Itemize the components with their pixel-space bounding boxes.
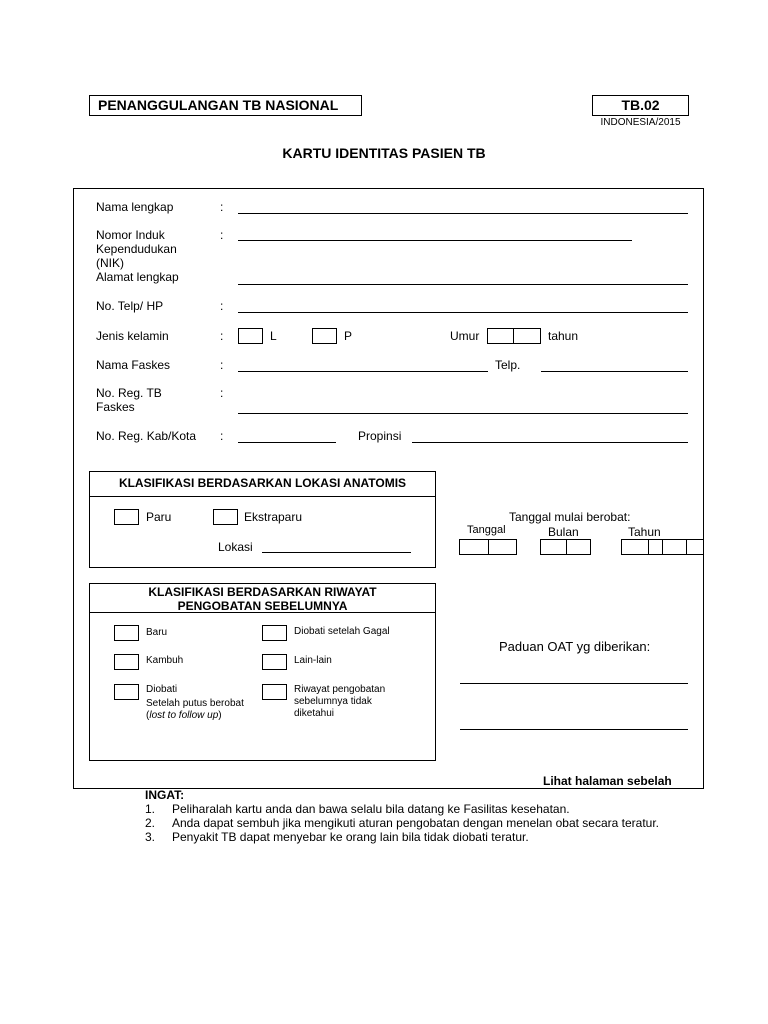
- reminder-num: 1.: [145, 802, 156, 816]
- label-nik: [96, 228, 177, 270]
- field-noreg-kab[interactable]: [238, 442, 336, 443]
- label-telp: No. Telp/ HP: [96, 299, 164, 313]
- field-nama-lengkap[interactable]: [238, 213, 688, 214]
- checkbox-riwayat-tidak-diketahui[interactable]: [262, 684, 287, 700]
- reminder-item: [145, 816, 674, 830]
- label-paduan-oat: Paduan OAT yg diberikan:: [499, 639, 651, 654]
- field-nik[interactable]: [238, 240, 632, 241]
- reminder-text: Penyakit TB dapat menyebar ke orang lain bila tidak diobati teratur.: [172, 830, 529, 844]
- label-lokasi: Lokasi: [218, 540, 253, 554]
- field-tanggal-digit-1[interactable]: [459, 539, 489, 555]
- label-nik-line1: Nomor Induk: [96, 228, 165, 242]
- colon: :: [220, 299, 224, 313]
- colon: :: [220, 386, 224, 400]
- label-riwayat-line3: diketahui: [294, 708, 335, 719]
- label-alamat: Alamat lengkap: [96, 270, 179, 284]
- riwayat-title: [90, 584, 435, 613]
- label-riwayat-line1: Riwayat pengobatan: [294, 684, 386, 695]
- label-noreg-faskes: [96, 386, 162, 414]
- label-sex-p: P: [344, 329, 353, 343]
- field-paduan-oat-2[interactable]: [460, 729, 688, 730]
- label-noreg-faskes-line1: No. Reg. TB: [96, 386, 162, 400]
- colon: :: [220, 200, 224, 214]
- label-noreg-faskes-line2: Faskes: [96, 400, 135, 414]
- field-tahun-digit-3[interactable]: [662, 539, 687, 555]
- label-diobati-sub: Setelah putus berobat: [146, 698, 244, 709]
- checkbox-baru[interactable]: [114, 625, 139, 641]
- label-nama-faskes: Nama Faskes: [96, 358, 171, 372]
- label-noreg-kab: No. Reg. Kab/Kota: [96, 429, 197, 443]
- field-tahun-digit-4[interactable]: [686, 539, 704, 555]
- label-tanggal-mulai: Tanggal mulai berobat:: [509, 510, 631, 524]
- label-tahun: tahun: [548, 329, 579, 343]
- label-bulan: Bulan: [548, 525, 579, 539]
- field-lokasi[interactable]: [262, 552, 411, 553]
- checkbox-kambuh[interactable]: [114, 654, 139, 670]
- page-title: KARTU IDENTITAS PASIEN TB: [282, 145, 486, 161]
- field-alamat[interactable]: [238, 284, 688, 285]
- label-telp-faskes: Telp.: [495, 358, 521, 372]
- field-propinsi[interactable]: [412, 442, 688, 443]
- riwayat-title-line1: KLASIFIKASI BERDASARKAN RIWAYAT: [148, 585, 377, 599]
- checkbox-diobati-putus[interactable]: [114, 684, 139, 700]
- label-tahun-mulai: Tahun: [628, 525, 661, 539]
- paren-close: ): [218, 710, 222, 721]
- label-nik-line2: Kependudukan: [96, 242, 177, 256]
- colon: :: [220, 358, 224, 372]
- ingat-heading: INGAT:: [145, 788, 185, 802]
- checkbox-lain-lain[interactable]: [262, 654, 287, 670]
- field-bulan-digit-1[interactable]: [540, 539, 567, 555]
- label-diobati-gagal: Diobati setelah Gagal: [294, 626, 390, 637]
- colon: :: [220, 429, 224, 443]
- label-propinsi: Propinsi: [358, 429, 402, 443]
- label-sex-l: L: [270, 329, 277, 343]
- reminder-text: Anda dapat sembuh jika mengikuti aturan pengobatan dengan menelan obat secara teratur.: [172, 816, 660, 830]
- paren-open: (: [146, 710, 150, 721]
- form-code: TB.02: [621, 97, 660, 113]
- anatomis-title: KLASIFIKASI BERDASARKAN LOKASI ANATOMIS: [90, 472, 435, 497]
- field-tahun-digit-1[interactable]: [621, 539, 649, 555]
- checkbox-sex-p[interactable]: [312, 328, 337, 344]
- riwayat-title-line2: PENGOBATAN SEBELUMNYA: [177, 599, 348, 613]
- field-umur-digit-2[interactable]: [513, 328, 541, 344]
- field-umur-digit-1[interactable]: [487, 328, 514, 344]
- lihat-halaman-sebelah: Lihat halaman sebelah: [543, 774, 672, 788]
- edition-label: INDONESIA/2015: [600, 117, 681, 128]
- field-telp-faskes[interactable]: [541, 371, 688, 372]
- label-diobati-putus: [146, 684, 244, 722]
- label-baru: Baru: [146, 627, 168, 638]
- reminder-item: [145, 802, 674, 816]
- label-lost-to-follow-up: lost to follow up: [149, 710, 219, 721]
- field-telp[interactable]: [238, 312, 688, 313]
- label-nama-lengkap: Nama lengkap: [96, 200, 174, 214]
- label-diobati-sub2: [146, 710, 244, 722]
- label-umur: Umur: [450, 329, 480, 343]
- label-ekstraparu: Ekstraparu: [244, 510, 303, 524]
- field-bulan-digit-2[interactable]: [566, 539, 591, 555]
- field-tahun-digit-2[interactable]: [648, 539, 663, 555]
- program-title: PENANGGULANGAN TB NASIONAL: [98, 97, 339, 113]
- riwayat-section: [89, 583, 436, 761]
- checkbox-sex-l[interactable]: [238, 328, 263, 344]
- label-paru: Paru: [146, 510, 172, 524]
- checkbox-paru[interactable]: [114, 509, 139, 525]
- label-diobati: Diobati: [146, 684, 178, 695]
- label-tanggal: Tanggal: [467, 524, 506, 536]
- field-paduan-oat-1[interactable]: [460, 683, 688, 684]
- reminder-item: [145, 830, 674, 844]
- label-lain-lain: Lain-lain: [294, 655, 332, 666]
- reminder-num: 3.: [145, 830, 156, 844]
- label-nik-line3: (NIK): [96, 256, 124, 270]
- program-title-box: [89, 95, 362, 116]
- checkbox-ekstraparu[interactable]: [213, 509, 238, 525]
- colon: :: [220, 228, 224, 242]
- field-tanggal-digit-2[interactable]: [488, 539, 517, 555]
- reminder-list: [145, 802, 674, 844]
- checkbox-diobati-gagal[interactable]: [262, 625, 287, 641]
- label-riwayat-tidak-diketahui: [294, 684, 385, 720]
- label-kambuh: Kambuh: [146, 655, 184, 666]
- colon: :: [220, 329, 224, 343]
- reminder-num: 2.: [145, 816, 156, 830]
- label-jenis-kelamin: Jenis kelamin: [96, 329, 169, 343]
- field-noreg-faskes[interactable]: [238, 413, 688, 414]
- label-riwayat-line2: sebelumnya tidak: [294, 696, 372, 707]
- form-code-box: [592, 95, 689, 116]
- reminder-text: Peliharalah kartu anda dan bawa selalu bila datang ke Fasilitas kesehatan.: [172, 802, 570, 816]
- field-nama-faskes[interactable]: [238, 371, 488, 372]
